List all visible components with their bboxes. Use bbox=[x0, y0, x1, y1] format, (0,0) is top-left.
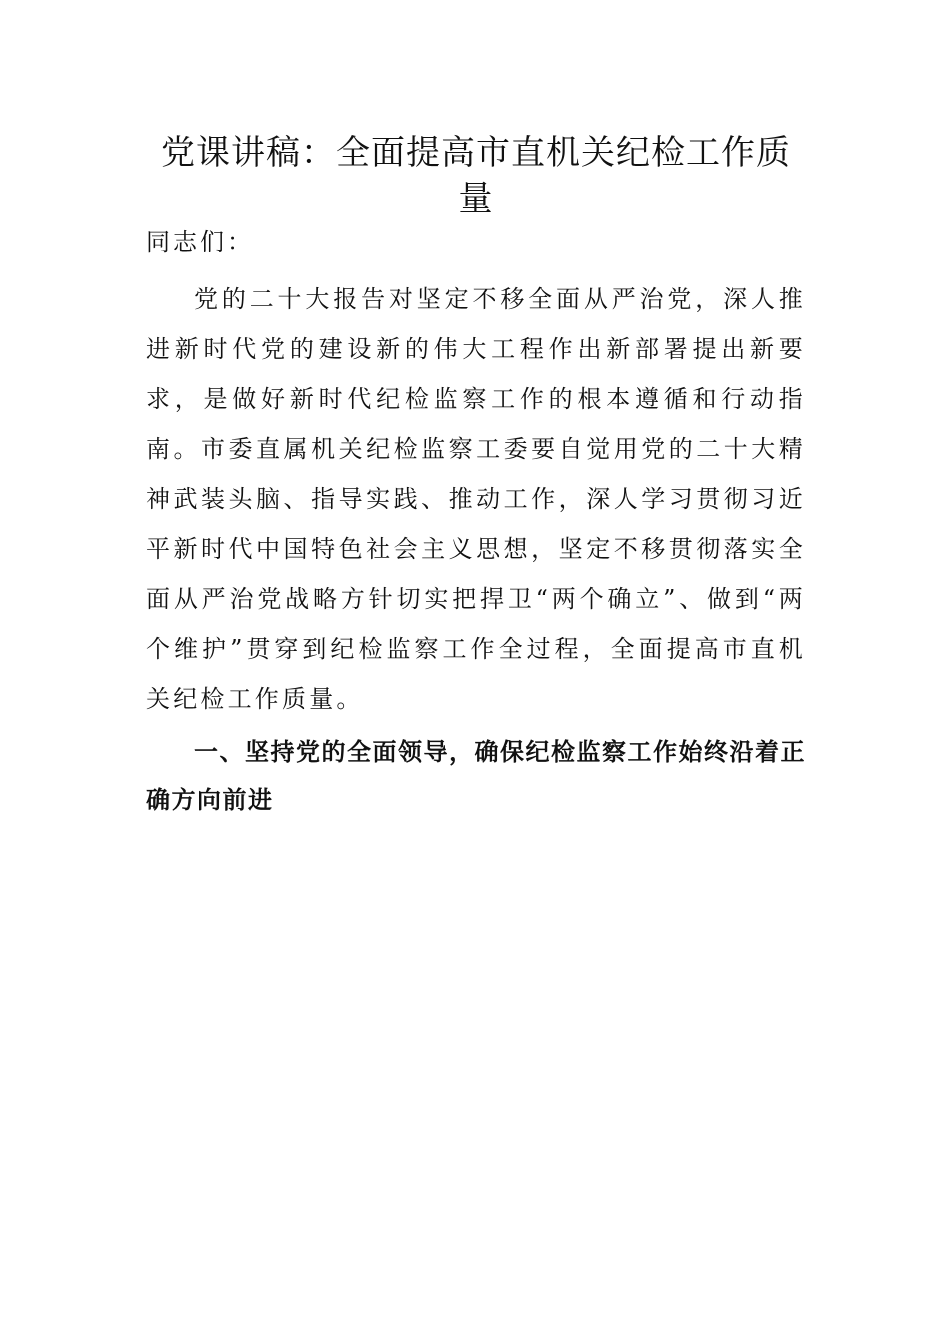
document-title: 党课讲稿：全面提高市直机关纪检工作质量 bbox=[161, 133, 791, 219]
body-paragraph: 党的二十大报告对坚定不移全面从严治党，深人推进新时代党的建设新的伟大工程作出新部署提出新要求，是做好新时代纪检监察工作的根本遵循和行动指南。市委直属机关纪检监察工委要自觉用党的二十大精神武装头脑、指导实践、推动工作，深人学习贯彻习近平新时代中国特色社会主义思想，坚定不移贯彻落实全面从严治党战略方针切实把捍卫“两个确立”、做到“两个维护”贯穿到纪检监察工作全过程，全面提高市直机关纪检工作质量。 bbox=[146, 285, 806, 713]
section-heading: 一、坚持党的全面领导，确保纪检监察工作始终沿着正确方向前进 bbox=[146, 738, 806, 814]
document-body bbox=[146, 130, 806, 824]
salutation: 同志们： bbox=[146, 228, 254, 256]
